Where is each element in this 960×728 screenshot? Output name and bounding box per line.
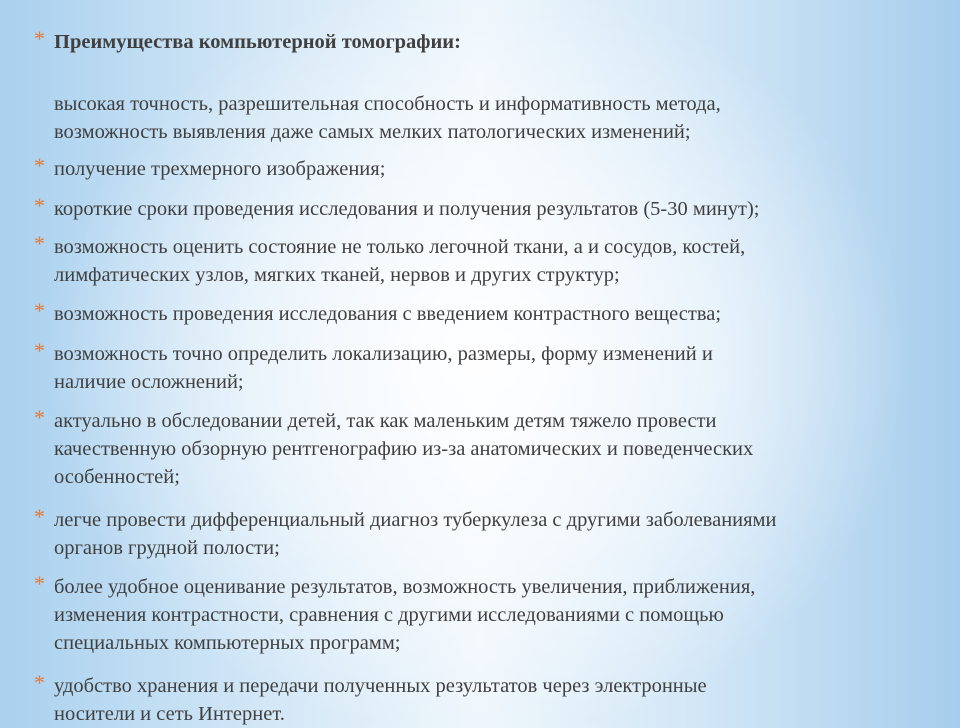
list-item-text: более удобное оценивание результатов, возможность увеличения, приближения, изменения контрастности, сравнения с другими исследованиями с помощью специальных компьютерных программ; (54, 576, 756, 654)
bullet-icon: * (34, 231, 45, 256)
list-item-text: актуально в обследовании детей, так как маленьким детям тяжело провести качественную обзорную рентгенографию из-за анатомических и поведенческих особенностей; (54, 410, 754, 488)
bullet-icon: * (34, 153, 45, 178)
bullet-icon: * (34, 405, 45, 430)
list-item-text: возможность точно определить локализацию, размеры, форму изменений и наличие осложнений; (54, 343, 713, 393)
bullet-icon: * (34, 504, 45, 529)
list-item-text: удобство хранения и передачи полученных результатов через электронные носители и сеть Интернет. (54, 675, 707, 725)
bullet-icon: * (34, 298, 45, 323)
intro-text: высокая точность, разрешительная способность и информативность метода, возможность выявления даже самых мелких патологических изменений; (54, 93, 721, 143)
list-item-text: возможность проведения исследования с введением контрастного вещества; (54, 303, 722, 325)
list-item-text: легче провести дифференциальный диагноз туберкулеза с другими заболеваниями органов грудной полости; (54, 509, 777, 559)
slide-title: Преимущества компьютерной томографии: (54, 31, 461, 53)
bullet-icon: * (34, 26, 45, 51)
list-item-text: короткие сроки проведения исследования и получения результатов (5-30 минут); (54, 198, 760, 220)
list-item-text: получение трехмерного изображения; (54, 158, 386, 180)
list-item-text: возможность оценить состояние не только легочной ткани, а и сосудов, костей, лимфатических узлов, мягких тканей, нервов и других структур; (54, 236, 746, 286)
bullet-icon: * (34, 193, 45, 218)
bullet-icon: * (34, 670, 45, 695)
bullet-icon: * (34, 338, 45, 363)
bullet-icon: * (34, 571, 45, 596)
